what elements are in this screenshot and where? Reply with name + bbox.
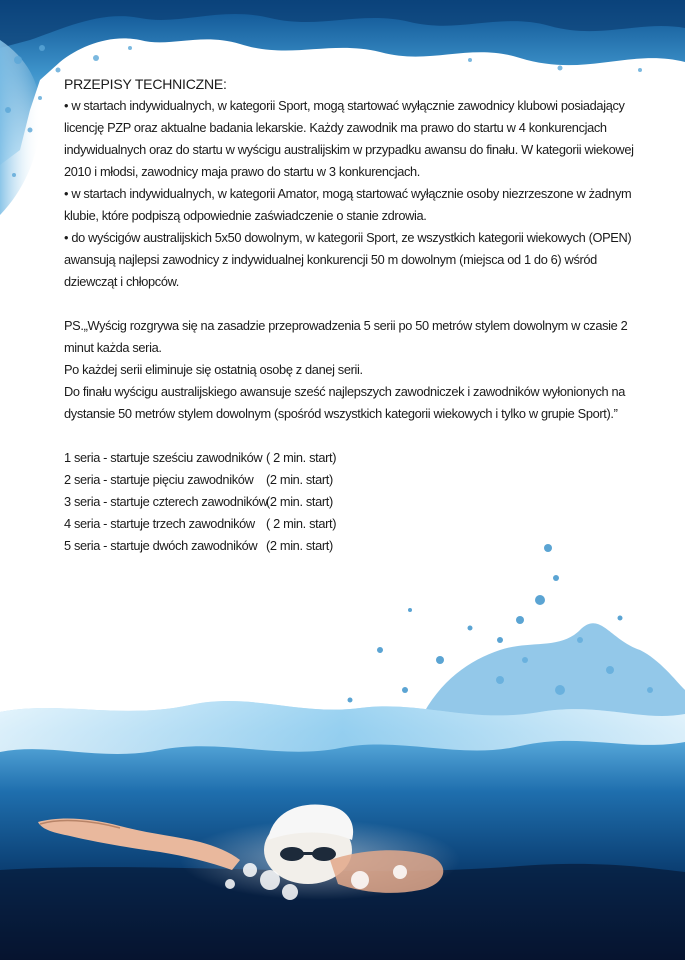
series-time: (2 min. start) [266,472,333,487]
list-item [64,535,644,557]
list-item [64,491,644,513]
rule-amator: • w startach indywidualnych, w kategorii Amator, mogą startować wyłącznie osoby niezrzeszone w żadnym klubie, które podpiszą odpowiednie zaświadczenie o stanie zdrowia. [64,186,632,223]
list-item [64,469,644,491]
rule-sport: • w startach indywidualnych, w kategorii Sport, mogą startować wyłącznie zawodnicy klubowi posiadający licencję PZP oraz aktualne badania lekarskie. Każdy zawodnik ma prawo do startu w 4 konkurencjach indywidualnych oraz do startu w wyścigu australijskim w przypadku awansu do finału. W kategorii wiekowej 2010 i młodsi, zawodnicy maja prawo do startu w 3 konkurencjach. [64,98,634,179]
series-time: (2 min. start) [266,538,333,553]
series-label: 4 seria - startuje trzech zawodników [64,516,255,531]
ps-final: Do finału wyścigu australijskiego awansuje sześć najlepszych zawodniczek i zawodników wyłonionych na dystansie 50 metrów stylem dowolnym (spośród wszystkich kategorii wiekowych i tylko w grupie Sport).” [64,384,626,421]
list-item [64,447,644,469]
rules-text-block [64,73,644,557]
series-label: 3 seria - startuje czterech zawodników [64,494,268,509]
rule-australian-race: • do wyścigów australijskich 5x50 dowolnym, w kategorii Sport, ze wszystkich kategorii wiekowych (OPEN) awansują najlepsi zawodnicy z indywidualnej konkurencji 50 m dowolnym (miejsca od 1 do 6) wśród dziewcząt i chłopców. [64,230,632,289]
list-item [64,513,644,535]
spacer [64,425,644,447]
page-title: PRZEPISY TECHNICZNE: [64,76,227,92]
ps-elimination: Po każdej serii eliminuje się ostatnią osobę z danej serii. [64,362,363,377]
series-time: (2 min. start) [266,494,333,509]
series-time: ( 2 min. start) [266,516,337,531]
series-time: ( 2 min. start) [266,450,337,465]
swimmer-body [330,850,443,893]
series-label: 5 seria - startuje dwóch zawodników [64,538,258,553]
ps-paragraph: PS.„Wyścig rozgrywa się na zasadzie przeprowadzenia 5 serii po 50 metrów stylem dowolnym w czasie 2 minut każda seria. [64,318,628,355]
series-label: 2 seria - startuje pięciu zawodników [64,472,254,487]
series-list [64,447,644,557]
series-label: 1 seria - startuje sześciu zawodników [64,450,263,465]
spacer [64,293,644,315]
